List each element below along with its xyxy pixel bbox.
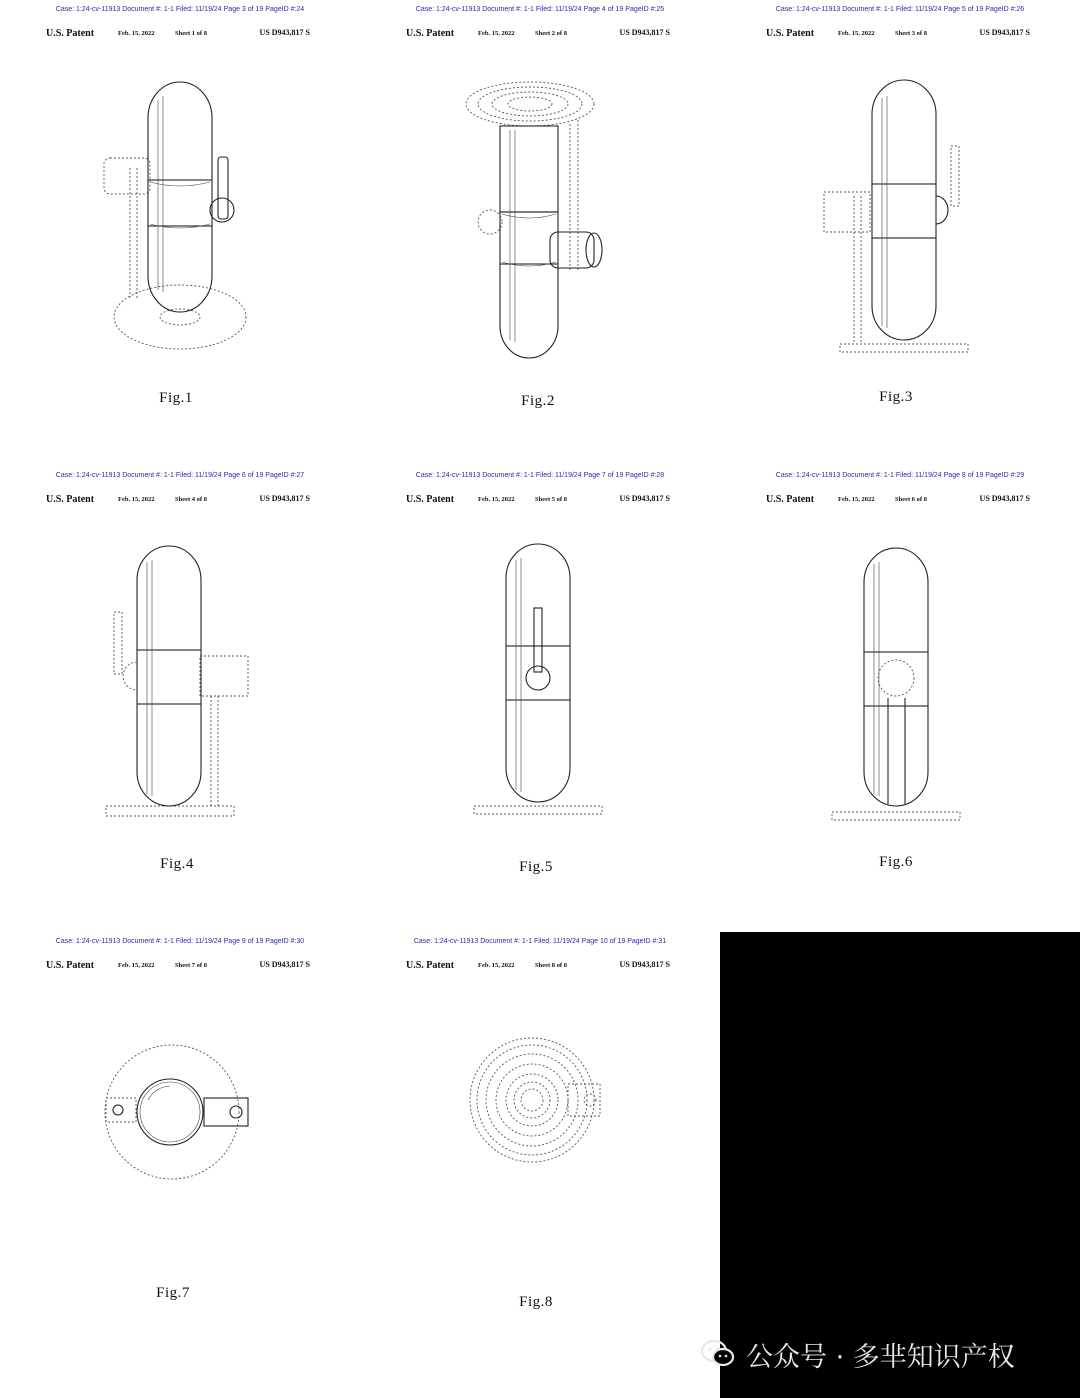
patent-date: Feb. 15, 2022 bbox=[118, 962, 155, 969]
case-header: Case: 1:24-cv-11913 Document #: 1-1 Filed: 11/19/24 Page 9 of 19 PageID #:30 bbox=[55, 938, 305, 945]
patent-label: U.S. Patent bbox=[766, 28, 815, 39]
patent-date: Feb. 15, 2022 bbox=[838, 496, 875, 503]
sheet-number: Sheet 8 of 8 bbox=[535, 962, 567, 969]
watermark-text: 公众号 · 多芈知识产权 bbox=[746, 1341, 1015, 1373]
patent-label: U.S. Patent bbox=[406, 960, 455, 971]
fig-7-drawing bbox=[0, 932, 360, 1398]
patent-number: US D943,817 S bbox=[259, 28, 310, 37]
case-header: Case: 1:24-cv-11913 Document #: 1-1 Filed: 11/19/24 Page 5 of 19 PageID #:26 bbox=[775, 6, 1025, 13]
patent-date: Feb. 15, 2022 bbox=[478, 496, 515, 503]
figure-label: Fig.4 bbox=[160, 856, 194, 872]
patent-number: US D943,817 S bbox=[979, 28, 1030, 37]
patent-sheet-2 bbox=[360, 0, 720, 466]
case-header: Case: 1:24-cv-11913 Document #: 1-1 Filed: 11/19/24 Page 3 of 19 PageID #:24 bbox=[55, 6, 305, 13]
figure-label: Fig.6 bbox=[879, 854, 913, 870]
patent-number: US D943,817 S bbox=[259, 960, 310, 969]
patent-label: U.S. Patent bbox=[406, 494, 455, 505]
figure-label: Fig.3 bbox=[879, 389, 913, 405]
patent-date: Feb. 15, 2022 bbox=[118, 30, 155, 37]
figure-label: Fig.8 bbox=[519, 1294, 553, 1310]
patent-sheet-3 bbox=[720, 0, 1080, 466]
patent-label: U.S. Patent bbox=[46, 28, 95, 39]
patent-sheet-4 bbox=[0, 466, 360, 932]
patent-sheet-8 bbox=[360, 932, 720, 1398]
patent-number: US D943,817 S bbox=[979, 494, 1030, 503]
patent-date: Feb. 15, 2022 bbox=[118, 496, 155, 503]
patent-date: Feb. 15, 2022 bbox=[838, 30, 875, 37]
sheet-number: Sheet 6 of 8 bbox=[895, 496, 927, 503]
figure-label: Fig.5 bbox=[519, 859, 553, 875]
patent-sheet-5 bbox=[360, 466, 720, 932]
patent-label: U.S. Patent bbox=[406, 28, 455, 39]
case-header: Case: 1:24-cv-11913 Document #: 1-1 Filed: 11/19/24 Page 4 of 19 PageID #:25 bbox=[415, 6, 665, 13]
case-header: Case: 1:24-cv-11913 Document #: 1-1 Filed: 11/19/24 Page 6 of 19 PageID #:27 bbox=[55, 472, 305, 479]
case-header: Case: 1:24-cv-11913 Document #: 1-1 Filed: 11/19/24 Page 8 of 19 PageID #:29 bbox=[775, 472, 1025, 479]
fig-8-drawing bbox=[360, 932, 720, 1398]
sheet-number: Sheet 1 of 8 bbox=[175, 30, 207, 37]
figure-label: Fig.2 bbox=[521, 393, 555, 409]
case-header: Case: 1:24-cv-11913 Document #: 1-1 Filed: 11/19/24 Page 10 of 19 PageID #:31 bbox=[413, 938, 667, 945]
wechat-icon bbox=[700, 1338, 736, 1370]
patent-date: Feb. 15, 2022 bbox=[478, 30, 515, 37]
patent-label: U.S. Patent bbox=[46, 494, 95, 505]
sheet-number: Sheet 4 of 8 bbox=[175, 496, 207, 503]
sheet-number: Sheet 5 of 8 bbox=[535, 496, 567, 503]
patent-label: U.S. Patent bbox=[766, 494, 815, 505]
figure-label: Fig.1 bbox=[159, 390, 193, 406]
patent-date: Feb. 15, 2022 bbox=[478, 962, 515, 969]
patent-sheet-7 bbox=[0, 932, 360, 1398]
sheet-number: Sheet 7 of 8 bbox=[175, 962, 207, 969]
wechat-watermark bbox=[700, 1334, 1015, 1374]
patent-sheet-1 bbox=[0, 0, 360, 466]
sheet-number: Sheet 2 of 8 bbox=[535, 30, 567, 37]
patent-sheet-6 bbox=[720, 466, 1080, 932]
figure-label: Fig.7 bbox=[156, 1285, 190, 1301]
patent-number: US D943,817 S bbox=[619, 28, 670, 37]
black-panel bbox=[720, 932, 1080, 1398]
patent-number: US D943,817 S bbox=[619, 494, 670, 503]
case-header: Case: 1:24-cv-11913 Document #: 1-1 Filed: 11/19/24 Page 7 of 19 PageID #:28 bbox=[415, 472, 665, 479]
sheet-number: Sheet 3 of 8 bbox=[895, 30, 927, 37]
patent-number: US D943,817 S bbox=[619, 960, 670, 969]
patent-label: U.S. Patent bbox=[46, 960, 95, 971]
patent-number: US D943,817 S bbox=[259, 494, 310, 503]
